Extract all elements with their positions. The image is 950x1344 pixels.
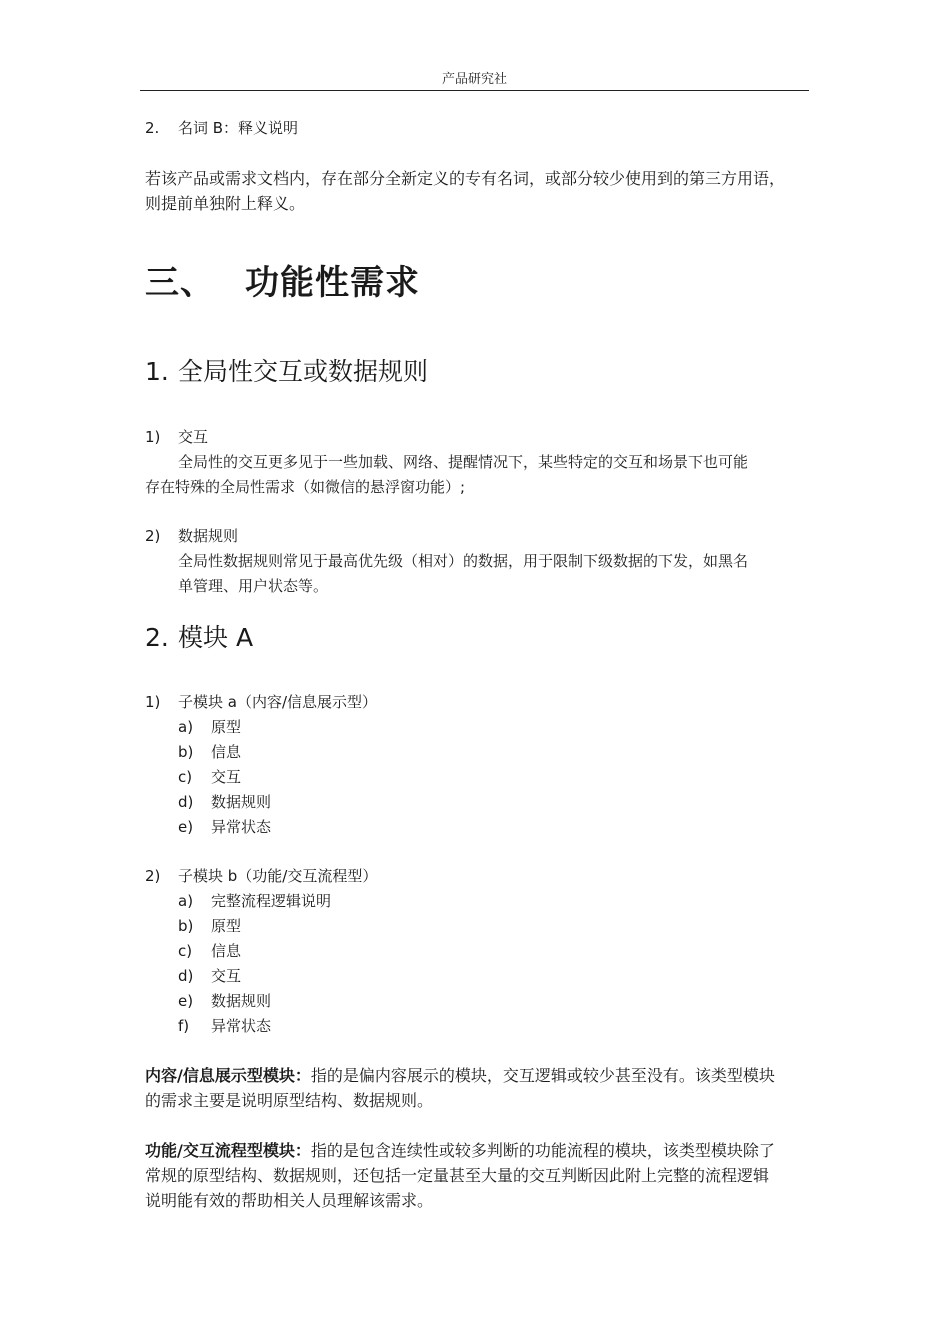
list-item [145,864,377,889]
sublist-item [178,889,331,914]
list-number: 1) [145,428,161,446]
page-header [140,70,809,91]
list-label: 子模块 a（内容/信息展示型） [178,693,378,711]
sublist-letter: b) [178,917,194,935]
sublist-item [178,939,241,964]
sublist-text: 交互 [211,967,242,985]
sublist-letter: d) [178,967,194,985]
list-number: 2) [145,867,161,885]
sublist-letter: a) [178,892,194,910]
paragraph-line: 存在特殊的全局性需求（如微信的悬浮窗功能）; [145,478,466,496]
list-label: 子模块 b（功能/交互流程型） [178,867,378,885]
sublist-text: 数据规则 [211,992,272,1010]
list-number: 2. [145,119,160,137]
list-number: 2) [145,527,161,545]
sublist-text: 信息 [211,743,242,761]
sublist-letter: b) [178,743,194,761]
sublist-letter: e) [178,818,194,836]
section-number: 三、 [145,263,215,303]
header-title: 产品研究社 [441,72,507,87]
section-title: 功能性需求 [245,263,420,303]
sublist-item [178,964,241,989]
note-text: 指的是偏内容展示的模块，交互逻辑或较少甚至没有。该类型模块 [310,1066,775,1085]
intro-line: 若该产品或需求文档内，存在部分全新定义的专有名词，或部分较少使用到的第三方用语， [145,169,786,188]
note-term: 功能/交互流程型模块： [145,1141,311,1160]
sublist-text: 异常状态 [211,818,272,836]
list-item [145,116,298,141]
sublist-item [178,765,241,790]
note-content-module [145,1063,845,1113]
note-line [145,1063,845,1088]
note-line: 的需求主要是说明原型结构、数据规则。 [145,1091,434,1110]
subsection-title: 模块 A [178,623,254,652]
section-heading [145,258,420,308]
paragraph-line: 全局性的交互更多见于一些加载、网络、提醒情况下，某些特定的交互和场景下也可能 [178,453,749,471]
sublist-text: 交互 [211,768,242,786]
sublist-item [178,1014,271,1039]
list-text: 名词 B：释义说明 [178,119,299,137]
subsection-number: 2. [145,623,169,652]
list-number: 1) [145,693,161,711]
sublist-text: 原型 [211,917,242,935]
subsection-heading [145,354,428,390]
sublist-text: 数据规则 [211,793,272,811]
subsection-title: 全局性交互或数据规则 [178,357,429,386]
note-text: 指的是包含连续性或较多判断的功能流程的模块，该类型模块除了 [310,1141,775,1160]
note-term: 内容/信息展示型模块： [145,1066,311,1085]
sublist-text: 原型 [211,718,242,736]
note-line: 常规的原型结构、数据规则，还包括一定量甚至大量的交互判断因此附上完整的流程逻辑 [145,1166,770,1185]
sublist-text: 完整流程逻辑说明 [211,892,332,910]
sublist-item [178,815,271,840]
list-item [145,524,238,549]
note-line: 说明能有效的帮助相关人员理解该需求。 [145,1191,434,1210]
paragraph-line: 单管理、用户状态等。 [178,577,329,595]
sublist-letter: e) [178,992,194,1010]
sublist-letter: c) [178,942,193,960]
sublist-item [178,790,271,815]
list-item [145,690,377,715]
list-label: 交互 [178,428,209,446]
subsection-number: 1. [145,357,169,386]
sublist-letter: c) [178,768,193,786]
note-line [145,1138,845,1163]
sublist-text: 信息 [211,942,242,960]
note-function-module [145,1138,845,1213]
sublist-item [178,914,241,939]
list-label: 数据规则 [178,527,239,545]
sublist-item [178,715,241,740]
sublist-letter: d) [178,793,194,811]
intro-paragraph [145,166,845,216]
sublist-letter: f) [178,1017,190,1035]
sublist-letter: a) [178,718,194,736]
intro-line: 则提前单独附上释义。 [145,194,306,213]
sublist-text: 异常状态 [211,1017,272,1035]
sublist-item [178,740,241,765]
subsection-heading [145,620,253,656]
paragraph-line: 全局性数据规则常见于最高优先级（相对）的数据，用于限制下级数据的下发，如黑名 [178,552,749,570]
list-item [145,425,208,450]
sublist-item [178,989,271,1014]
